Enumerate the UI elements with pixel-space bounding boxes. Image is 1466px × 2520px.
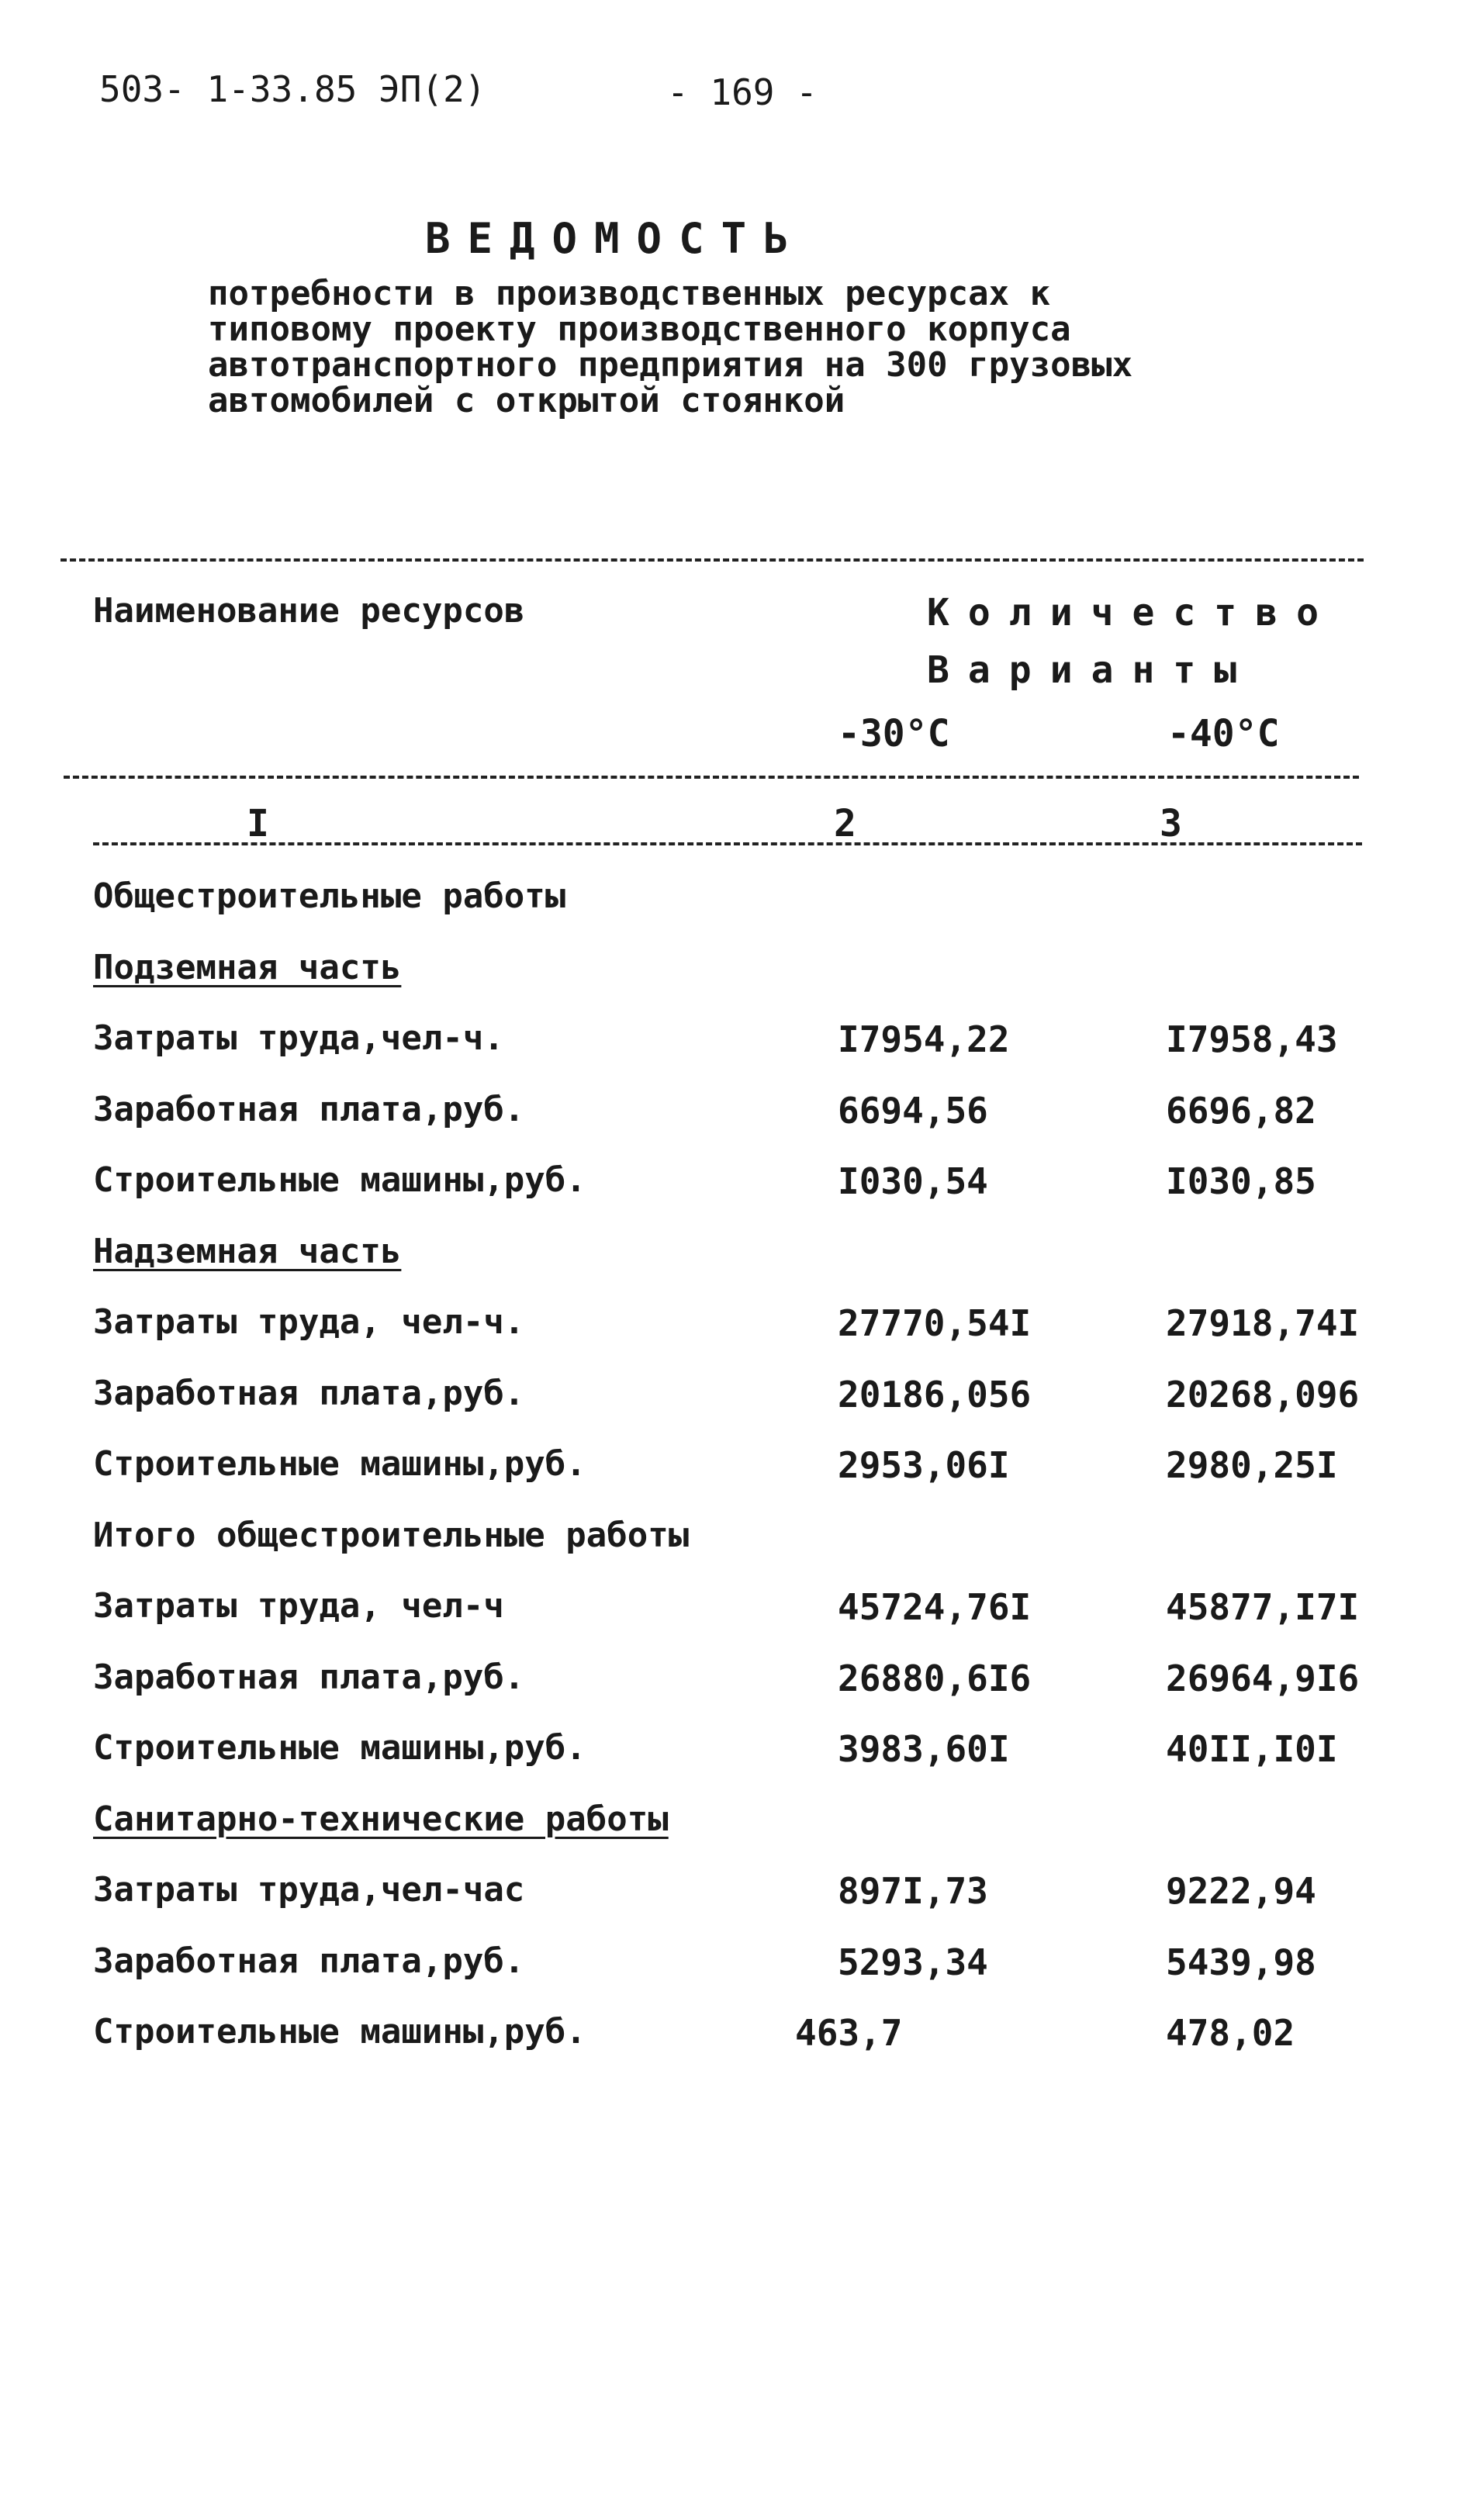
- document-code: 503- 1-33.85 ЭП(2): [99, 68, 486, 110]
- section-heading: Надземная часть: [93, 1231, 402, 1271]
- value-variant-30: 20186,056: [838, 1373, 1032, 1416]
- table-row: [93, 948, 1412, 994]
- value-variant-30: 463,7: [795, 2012, 903, 2054]
- value-variant-40: 27918,74I: [1166, 1302, 1360, 1344]
- section-heading: Подземная часть: [93, 947, 402, 987]
- table-top-rule: [61, 558, 1364, 562]
- resource-label: Затраты труда,чел-ч.: [93, 1018, 504, 1058]
- resource-label: Заработная плата,руб.: [93, 1089, 525, 1129]
- table-row: [93, 1658, 1412, 1704]
- value-variant-40: 20268,096: [1166, 1373, 1360, 1416]
- subtitle-line: автотранспортного предприятия на 300 грузовых: [208, 345, 1133, 385]
- resource-label: Затраты труда, чел-ч: [93, 1586, 504, 1626]
- resource-label: Строительные машины,руб.: [93, 1444, 586, 1484]
- column-header-variants: Варианты: [927, 648, 1256, 692]
- table-row: [93, 1799, 1412, 1846]
- value-variant-30: 6694,56: [838, 1089, 988, 1132]
- column-header-temp-40: -40°С: [1167, 712, 1280, 755]
- table-row: [93, 1090, 1412, 1136]
- section-heading: Санитарно-технические работы: [93, 1799, 669, 1839]
- table-row: [93, 1516, 1412, 1562]
- table-row: [93, 1586, 1412, 1633]
- document-subtitle: [208, 276, 1132, 419]
- resource-label: Общестроительные работы: [93, 876, 566, 916]
- value-variant-40: 478,02: [1166, 2012, 1295, 2054]
- subtitle-line: автомобилей с открытой стоянкой: [208, 381, 845, 420]
- value-variant-30: 5293,34: [838, 1941, 988, 1983]
- value-variant-40: I7958,43: [1166, 1018, 1338, 1060]
- table-row: [93, 1160, 1412, 1207]
- table-row: [93, 1728, 1412, 1775]
- document-title: ВЕДОМОСТЬ: [425, 214, 806, 263]
- value-variant-30: 27770,54I: [838, 1302, 1032, 1344]
- subtitle-line: потребности в производственных ресурсах к: [208, 274, 1051, 313]
- resource-label: Строительные машины,руб.: [93, 1728, 586, 1768]
- resource-label: Итого общестроительные работы: [93, 1515, 690, 1555]
- table-row: [93, 2012, 1412, 2059]
- value-variant-40: 26964,9I6: [1166, 1657, 1360, 1699]
- column-header-temp-30: -30°С: [838, 712, 950, 755]
- resource-label: Заработная плата,руб.: [93, 1373, 525, 1413]
- column-number-1: I: [247, 802, 269, 845]
- resource-label: Затраты труда,чел-час: [93, 1870, 525, 1910]
- value-variant-30: I7954,22: [838, 1018, 1010, 1060]
- resource-label: Затраты труда, чел-ч.: [93, 1302, 525, 1342]
- value-variant-40: I030,85: [1166, 1160, 1316, 1202]
- subtitle-line: типовому проекту производственного корпуса: [208, 309, 1071, 349]
- value-variant-30: I030,54: [838, 1160, 988, 1202]
- table-row: [93, 1374, 1412, 1420]
- value-variant-40: 45877,I7I: [1166, 1586, 1360, 1628]
- value-variant-30: 897I,73: [838, 1870, 988, 1912]
- value-variant-40: 2980,25I: [1166, 1444, 1338, 1486]
- resource-label: Заработная плата,руб.: [93, 1657, 525, 1697]
- table-row: [93, 1941, 1412, 1988]
- value-variant-40: 5439,98: [1166, 1941, 1316, 1983]
- page-number: - 169 -: [667, 71, 818, 113]
- value-variant-30: 26880,6I6: [838, 1657, 1032, 1699]
- header-bottom-rule: [64, 776, 1359, 779]
- table-row: [93, 1444, 1412, 1491]
- value-variant-30: 2953,06I: [838, 1444, 1010, 1486]
- value-variant-40: 40II,I0I: [1166, 1728, 1338, 1770]
- column-numbers-rule: [93, 842, 1362, 845]
- column-header-name: Наименование ресурсов: [93, 591, 525, 631]
- table-row: [93, 1870, 1412, 1917]
- column-header-quantity: Количество: [927, 591, 1337, 634]
- table-row: [93, 1018, 1412, 1065]
- value-variant-30: 45724,76I: [838, 1586, 1032, 1628]
- table-row: [93, 1302, 1412, 1349]
- value-variant-30: 3983,60I: [838, 1728, 1010, 1770]
- column-number-2: 2: [834, 802, 856, 845]
- table-row: [93, 1232, 1412, 1278]
- value-variant-40: 9222,94: [1166, 1870, 1316, 1912]
- resource-label: Заработная плата,руб.: [93, 1941, 525, 1981]
- resource-label: Строительные машины,руб.: [93, 2012, 586, 2052]
- table-row: [93, 876, 1412, 923]
- column-number-3: 3: [1160, 802, 1182, 845]
- resource-label: Строительные машины,руб.: [93, 1160, 586, 1200]
- value-variant-40: 6696,82: [1166, 1089, 1316, 1132]
